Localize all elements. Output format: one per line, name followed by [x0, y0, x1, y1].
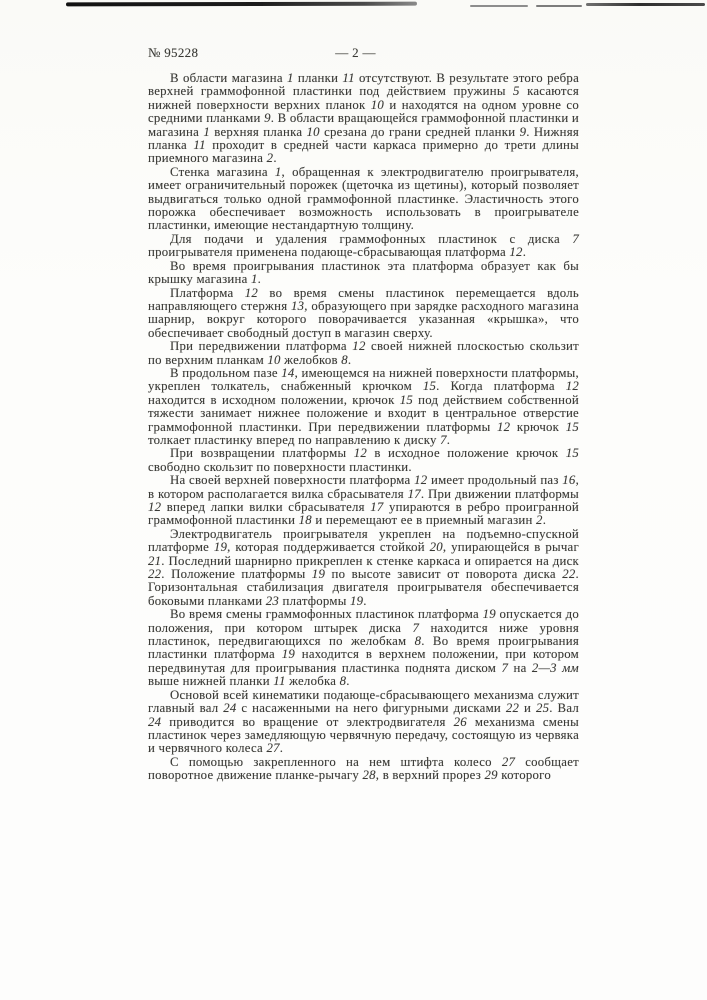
paragraph: Стенка магазина 1, обращенная к электродвигателю проигрывателя, имеет ограничительный порожек (щеточка из щетины), который позволяет выдвигаться только одной граммофонной пластинке. Эластичность этого порожка обеспечивает возможность использовать в проигрывателе пластинки, имеющие нестандартную толщину. — [148, 164, 579, 233]
document-body — [148, 72, 579, 783]
paragraph: Для подачи и удаления граммофонных пластинок с диска 7 проигрывателя применена подающе-сбрасывающая платформа 12. — [148, 231, 579, 260]
paragraph: Основой всей кинематики подающе-сбрасывающего механизма служит главный вал 24 с насаженными на него фигурными дисками 22 и 25. Вал 24 приводится во вращение от электродвигателя 26 механизма смены пластинок через замедляющую червячную передачу, состоящую из червяка и червячного колеса 27. — [148, 687, 580, 756]
page-number: — 2 — — [335, 45, 376, 60]
patent-number: № 95228 — [148, 45, 199, 60]
paragraph: В продольном пазе 14, имеющемся на нижней поверхности платформы, укреплен толкатель, снабженный крючком 15. Когда платформа 12 находится в исходном положении, крючок 15 под действием собственной тяжести занимает нижнее положение и входит в центральное отверстие граммофонной пластинки. При передвижении платформы 12 крючок 15 толкает пластинку вперед по направлению к диску 7. — [148, 365, 580, 447]
paragraph: В области магазина 1 планки 11 отсутствуют. В результате этого ребра верхней граммофонной пластинки под действием пружины 5 касаются нижней поверхности верхних планок 10 и находятся на одном уровне со средними планками 9. В области вращающейся граммофонной пластинки и магазина 1 верхняя планка 10 срезана до грани средней планки 9. Нижняя планка 11 проходит в средней части каркаса примерно до трети длины приемного магазина 2. — [148, 71, 579, 166]
paragraph: С помощью закрепленного на нем штифта колесо 27 сообщает поворотное движение планке-рычагу 28, в верхний прорез 29 которого — [148, 754, 579, 783]
paragraph: Электродвигатель проигрывателя укреплен на подъемно-спускной платформе 19, которая поддерживается стойкой 20, упирающейся в рычаг 21. Последний шарнирно прикреплен к стенке каркаса и опирается на диск 22. Положение платформы 19 по высоте зависит от поворота диска 22. Горизонтальная стабилизация двигателя проигрывателя обеспечивается боковыми планками 23 платформы 19. — [148, 526, 579, 608]
paragraph: Платформа 12 во время смены пластинок перемещается вдоль направляющего стержня 13, образующего при зарядке расходного магазина шарнир, вокруг которого поворачивается указанная «крышка», что обеспечивает свободный доступ в магазин сверху. — [148, 285, 580, 340]
scan-artifact — [536, 5, 582, 7]
paragraph: Во время проигрывания пластинок эта платформа образует как бы крышку магазина 1. — [148, 258, 579, 287]
paragraph: При возвращении платформы 12 в исходное положение крючок 15 свободно скользит по поверхности пластинки. — [148, 446, 579, 474]
scan-artifact — [586, 3, 705, 6]
scan-artifact — [66, 2, 417, 7]
paragraph: При передвижении платформа 12 своей нижней плоскостью скользит по верхним планкам 10 желобков 8. — [148, 339, 579, 367]
scan-artifact — [470, 5, 528, 7]
page-header — [148, 45, 579, 61]
paragraph: Во время смены граммофонных пластинок платформа 19 опускается до положения, при котором штырек диска 7 находится ниже уровня пластинок, передвигающихся по желобкам 8. Во время проигрывания пластинки платформа 19 находится в верхнем положении, при котором передвинутая для проигрывания пластинка поднята диском 7 на 2—3 мм выше нижней планки 11 желобка 8. — [148, 607, 579, 689]
paragraph: На своей верхней поверхности платформа 12 имеет продольный паз 16, в котором располагается вилка сбрасывателя 17. При движении платформы 12 вперед лапки вилки сбрасывателя 17 упираются в ребро проигранной граммофонной пластинки 18 и перемещают ее в приемный магазин 2. — [148, 473, 580, 528]
